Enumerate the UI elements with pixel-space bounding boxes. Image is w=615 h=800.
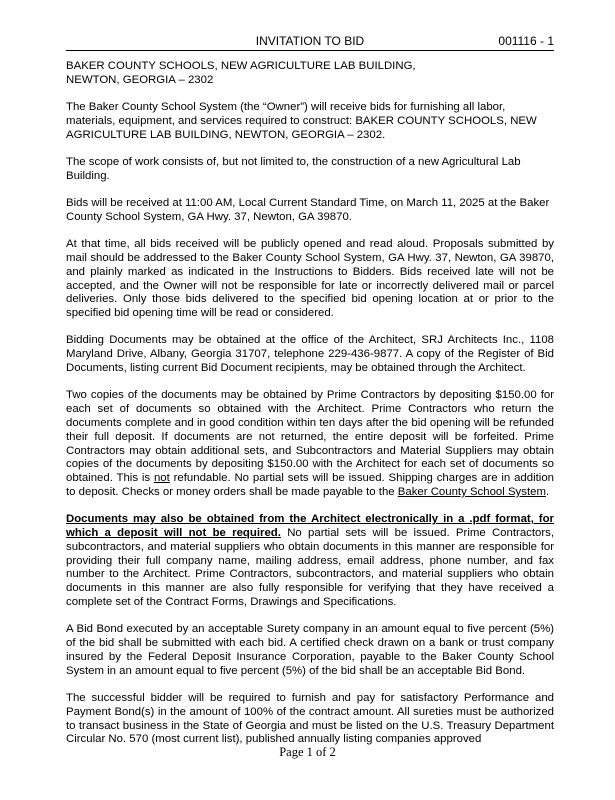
copies-not-emphasis: not: [153, 472, 170, 485]
copies-payee: Baker County School System: [397, 485, 546, 498]
paragraph-electronic-documents: [66, 513, 554, 610]
paragraph-document-copies: [66, 389, 554, 499]
copies-text-b: refundable. No partial sets will be issued. Shipping charges are in addition to deposit. Checks or money orders shall be made payable to the: [66, 472, 554, 498]
project-heading-line1: BAKER COUNTY SCHOOLS, NEW AGRICULTURE LAB BUILDING,: [66, 60, 416, 72]
project-heading: [66, 60, 554, 88]
copies-text-a: Two copies of the documents may be obtained by Prime Contractors by depositing $150.00 for each set of documents so obtained with the Architect. Prime Contractors who return the documents complete and in good condition within ten days after the bid opening will be refunded their full deposit. If documents are not returned, the entire deposit will be forfeited. Prime Contractors may obtain additional sets, and Subcontractors and Material Suppliers may obtain copies of the documents by depositing $150.00 with the Architect for each set of documents so obtained. This is: [66, 389, 554, 485]
paragraph-performance-bond: The successful bidder will be required to furnish and pay for satisfactory Performance and Payment Bond(s) in the amount of 100% of the contract amount. All sureties must be authorized to transact business in the State of Georgia and must be listed on the U.S. Treasury Department Circular No. 570 (most current list), published annually listing companies approved: [66, 691, 554, 746]
paragraph-bid-bond: A Bid Bond executed by an acceptable Surety company in an amount equal to five percent (5%) of the bid shall be submitted with each bid. A certified check drawn on a bank or trust company insured by the Federal Deposit Insurance Corporation, payable to the Baker County School System in an amount equal to five percent (5%) of the bid shall be an acceptable Bid Bond.: [66, 623, 554, 677]
paragraph-bidding-documents: Bidding Documents may be obtained at the office of the Architect, SRJ Architects Inc., 1108 Maryland Drive, Albany, Georgia 31707, telephone 229-436-9877. A copy of the Register of Bid Documents, listing current Bid Document recipients, may be obtained through the Architect.: [66, 334, 554, 375]
paragraph-scope: The scope of work consists of, but not limited to, the construction of a new Agricultural Lab Building.: [66, 155, 521, 182]
header-title: INVITATION TO BID: [255, 34, 365, 48]
electronic-text: No partial sets will be issued. Prime Contractors, subcontractors, and material suppliers who obtain documents in this manner are responsible for providing their full company name, mailing address, email address, phone number, and fax number to the Architect. Prime Contractors, subcontractors, and material suppliers who obtain documents in this manner are also fully responsible for verifying that they have received a complete set of the Contract Forms, Drawings and Specifications.: [66, 527, 554, 608]
copies-text-end: .: [545, 485, 550, 498]
document-body: [66, 60, 554, 761]
paragraph-intro: The Baker County School System (the “Owner”) will receive bids for furnishing all labor, materials, equipment, and services required to construct: BAKER COUNTY SCHOOLS, NEW AGRICULTURE LAB BUILDING, NEWTON, GEORGIA – 2302.: [66, 101, 537, 141]
paragraph-bid-time: Bids will be received at 11:00 AM, Local Current Standard Time, on March 11, 2025 at the Baker County School System, GA Hwy. 37, Newton, GA 39870.: [66, 197, 550, 223]
paragraph-bid-opening: At that time, all bids received will be publicly opened and read aloud. Proposals submitted by mail should be addressed to the Baker County School System, GA Hwy. 37, Newton, GA 39870, and plainly marked as indicated in the Instructions to Bidders. Bids received late will not be accepted, and the Owner will not be responsible for late or incorrectly delivered mail or parcel deliveries. Only those bids delivered to the specified bid opening location at or prior to the specified bid opening time will be read or considered.: [66, 238, 554, 320]
section-code: 001116 - 1: [498, 34, 554, 48]
project-heading-line2: NEWTON, GEORGIA – 2302: [66, 73, 214, 86]
page-number: Page 1 of 2: [279, 745, 336, 759]
electronic-emphasis: Documents may also be obtained from the Architect electronically in a .pdf format, for which a deposit will not be required.: [66, 513, 554, 540]
page-header: [66, 34, 554, 51]
